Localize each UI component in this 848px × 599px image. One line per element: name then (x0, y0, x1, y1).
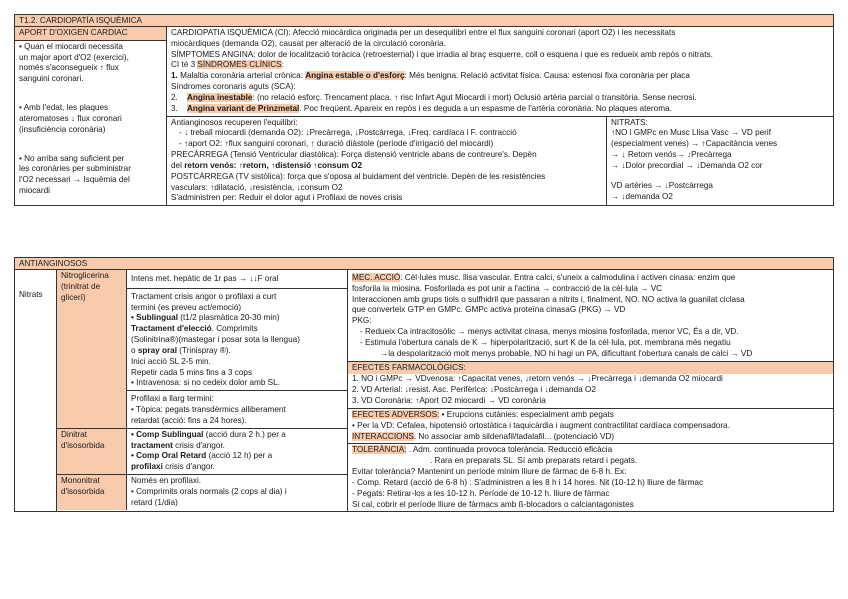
text-line: Inici acció SL 2-5 min. (131, 356, 211, 366)
text-line: Profilaxi a llarg termini: (131, 394, 214, 404)
drug-dinitrat (57, 429, 127, 474)
text-line: l'O2 necessari → Isquèmia del (19, 175, 130, 185)
text-line: miocardi (19, 186, 50, 196)
nitrats-summary (607, 117, 833, 206)
drug-mononitrat (57, 475, 127, 509)
text-line: Mononitrat (61, 476, 100, 486)
text-line: NITRATS: (611, 117, 648, 127)
text-line: PRECÀRREGA (Tensió Ventricular diastòlica): Força distensió ventricle abans de contreure's. Depèn (171, 150, 537, 160)
text-line: 1. NO i GMPc → VDvenosa: ↑Capacitat venes, ↓retorn venós → ↓Precàrrega i ↓demanda O2 miocardi (352, 374, 723, 384)
aport-oxigen-header: APORT D'OXIGEN CARDIAC (15, 27, 166, 41)
text-line: CI té 3 SÍNDROMES CLÍNICS: (171, 60, 284, 70)
tolerancia (348, 444, 833, 511)
drugs-column (57, 270, 348, 511)
text-line: S'administren per: Reduir el dolor agut i Profilaxi de noves crisis (171, 193, 403, 203)
text-line: glicerí) (61, 292, 86, 302)
text-line: • Quan el miocardi necessita (19, 41, 123, 51)
efectes-farmacologics (348, 362, 833, 409)
text-line: →la despolarització molt menys probable, NO hi hagi un PA, dificultant l'obertura canals de calci → VD (380, 348, 753, 358)
efectes-farmacologics-label: EFECTES FARMACOLÒGICS: (348, 362, 833, 375)
text-line: retardat (acció: fins a 24 hores). (131, 415, 247, 425)
text-line: POSTCÀRREGA (TV sistòlica): força que s'oposa al buidament del ventricle. Depèn de les resistències (171, 171, 546, 181)
cardiopatia-right (167, 27, 833, 205)
text-line: (insuficiència coronària) (19, 124, 106, 134)
text-line: Evitar tolerància? Mantenint un període mínim lliure de fàrmac de 6-8 h. Ex: (352, 467, 627, 477)
text-line: • Comprimits orals normals (2 cops al dia) i (131, 486, 287, 496)
text-line: Intens met. hepàtic de 1r pas → ↓↓F oral (127, 270, 347, 289)
text-line: fosforila la miosina. Fosforilada es pot unir a l'actina → contracció de la cèl·lula → VC (352, 283, 663, 293)
section-title: ANTIANGINOSOS (15, 258, 833, 270)
aport-oxigen-body (15, 41, 166, 198)
text-line: Tractament d'elecció. Comprimits (131, 324, 258, 334)
text-line: que converteix GTP en GMPc. GMPc activa proteïna cinasaG (PKG) → VD (352, 305, 626, 315)
text-line: (trinitrat de (61, 281, 101, 291)
text-line: Síndromes coronaris aguts (SCA): (171, 82, 296, 92)
text-line: retard (1/dia) (131, 497, 178, 507)
text-line: Repetir cada 5 mins fins a 3 cops (131, 367, 253, 377)
aport-oxigen-column (15, 27, 167, 205)
text-line: només s'aconsegueix ↑ flux (19, 63, 119, 73)
text-line: profilaxi crisis d'angor. (131, 462, 215, 472)
text-line: del retorn venós: ↑retorn, ↑distensió ↑consum O2 (171, 160, 363, 170)
mecanisme-accio (348, 270, 833, 362)
nitro-tractament (127, 289, 347, 391)
text-line: vasculars: ↑dilatació, ↓resistència, ↓consum O2 (171, 182, 343, 192)
text-line: PKG: (352, 316, 372, 326)
text-line: (Solinitrina®)(mastegar i posar sota la llengua) (131, 335, 300, 345)
group-nitrats: Nitrats (15, 270, 57, 511)
text-line: TOLERÀNCIA: . Adm. continuada provoca tolerància. Reducció eficàcia (352, 445, 613, 455)
text-line: Si cal, cobrir el període lliure de fàrmacs amb ß-blocadors o calciantagonistes (352, 499, 634, 509)
text-line: → ↓Dolor precordial → ↓Demanda O2 cor (611, 160, 763, 170)
text-line: MEC. ACCIÓ: Cèl·lules musc. llisa vascular. Entra calci, s'uneix a calmodulina i activen cinasa: enzim que (352, 273, 736, 282)
ci-definition (167, 27, 833, 117)
section-cardiopatia (14, 14, 834, 206)
text-line: SÍMPTOMES ANGINA: dolor de localització toràcica (retroesternal) i que irradia al braç esquerre, coll o esquena i que es redueix amb repòs o nitrats. (171, 49, 713, 59)
equilibri-block (167, 117, 607, 206)
text-line: 2. VD Arterial: ↓resist. Asc. Perifèrica: ↓Postcàrrega i ↓demanda O2 (352, 385, 596, 395)
text-line: • Intravenosa: si no cedeix dolor amb SL. (131, 378, 280, 388)
text-line: - ↓ treball miocardi (demanda O2): ↓Precàrrega, ↓Postcàrrega, ↓Freq. cardíaca i F. contracció (179, 128, 517, 138)
text-line: EFECTES ADVERSOS: • Erupcions cutànies: especialment amb pegats (352, 409, 614, 419)
text-line: VD artèries → ↓Postcàrrega (611, 180, 713, 190)
text-line: Antianginosos recuperen l'equilibri: (171, 117, 298, 127)
text-line: miocàrdiques (demanda O2), causat per alteració de la circulació coronària. (171, 38, 446, 48)
text-line: - Pegats: Retirar-los a les 10-12 h. Període de 10-12 h. lliure de fàrmac (352, 488, 610, 498)
text-line: ateromatoses ↓ flux coronari (19, 113, 122, 123)
efectes-adversos (348, 409, 833, 444)
text-line: Nitroglicerina (61, 271, 109, 280)
section-title: T1.2. CARDIOPATÍA ISQUÈMICA (15, 15, 833, 27)
text-line: termini (es preveu act/emoció) (131, 302, 242, 312)
drug-nitroglicerina (57, 270, 127, 428)
text-line: • Per la VD: Cefalea, hipotensió ortostàtica i taquicàrdia i augment contractilitat cardíaca compensadora. (352, 420, 730, 430)
text-line: ↑NO i GMPc en Musc Llisa Vasc → VD perif (611, 128, 771, 138)
text-line: - Redueix Ca intracitosòlic → menys activitat cinasa, menys miosina fosforilada, menor VC, És a dir, VD. (360, 327, 739, 337)
text-line: - Comp. Retard (acció de 6-8 h) : S'administren a les 8 h i 14 hores. Nit (10-12 h) lliure de fàrmac (352, 477, 704, 487)
text-line: 3. Angina variant de Prinzmetal. Poc freqüent. Apareix en repòs i es deguda a un espasme de l'artèria coronària. No plaques ateroma. (171, 103, 672, 113)
dinitrat-details (127, 429, 347, 474)
text-line: Dinitrat (61, 429, 87, 439)
text-line: Tractament crisis angor o profilaxi a curt (131, 291, 277, 301)
text-line: CARDIOPATIA ISQUÈMICA (CI): Afecció miocàrdica originada per un desequilibri entre el flux sanguini coronari (aport O2) i les necessitats (171, 28, 676, 37)
text-line: 1. Malaltia coronària arterial crònica: Angina estable o d'esforç: Més benigna. Relació activitat física. Causa: estenosi fixa coronària per placa (171, 71, 690, 81)
text-line: • Amb l'edat, les plaques (19, 103, 109, 113)
mononitrat-details (127, 475, 347, 509)
text-line: un major aport d'O2 (exercici), (19, 52, 129, 62)
text-line: → ↓ Retorn venós→ ↓Precàrrega (611, 150, 732, 160)
text-line: . Rara en preparats SL. Sí amb preparats retard i pegats. (430, 456, 638, 466)
text-line: o spray oral (Trinispray ®). (131, 345, 231, 355)
text-line: les coronàries per subministrar (19, 164, 131, 174)
text-line: sanguini coronari. (19, 74, 84, 84)
section-antianginosos (14, 257, 834, 512)
text-line: • Comp Sublingual (acció dura 2 h.) per a (131, 429, 286, 439)
text-line: - Estimula l'obertura canals de K → hiperpolarització, surt K de la cèl·lula, pot. membrana més negatiu (360, 337, 731, 347)
text-line: tractament crisis d'angor. (131, 440, 225, 450)
text-line: 2. Angina inestable: (no relació esforç. Trencament placa. ↑ risc Infart Agut Miocardi i mort) Oclusió artèria parcial o transitòria. Sense necrosi. (171, 92, 697, 102)
text-line: Interaccionen amb grups tiols o sulfhidril que passaran a nitrits i, finalment, NO. NO activa la guanilat ciclasa (352, 294, 745, 304)
text-line: • Tòpica: pegats transdèrmics alliberament (131, 405, 286, 415)
info-column (348, 270, 833, 511)
text-line: (especialment venes) → ↑Capacitància venes (611, 139, 778, 149)
text-line: d'isosorbida (61, 440, 105, 450)
text-line: • Sublingual (t1/2 plasmàtica 20-30 min) (131, 313, 280, 323)
text-line: INTERACCIONS: No associar amb sildenafil/tadalafil... (potenciació VD) (352, 431, 615, 441)
text-line: • No arriba sang suficient per (19, 153, 125, 163)
text-line: - ↑aport O2: ↑flux sanguini coronari, ↑ duració diàstole (període d'irrigació del miocardi) (179, 139, 494, 149)
text-line: Només en profilaxi. (131, 476, 202, 486)
text-line: → ↓demanda O2 (611, 191, 673, 201)
text-line: d'isosorbida (61, 486, 105, 496)
text-line: 3. VD Coronària: ↑Aport O2 miocardi → VD coronària (352, 396, 546, 406)
nitro-profilaxi (127, 391, 347, 427)
text-line: • Comp Oral Retard (acció 12 h) per a (131, 451, 273, 461)
